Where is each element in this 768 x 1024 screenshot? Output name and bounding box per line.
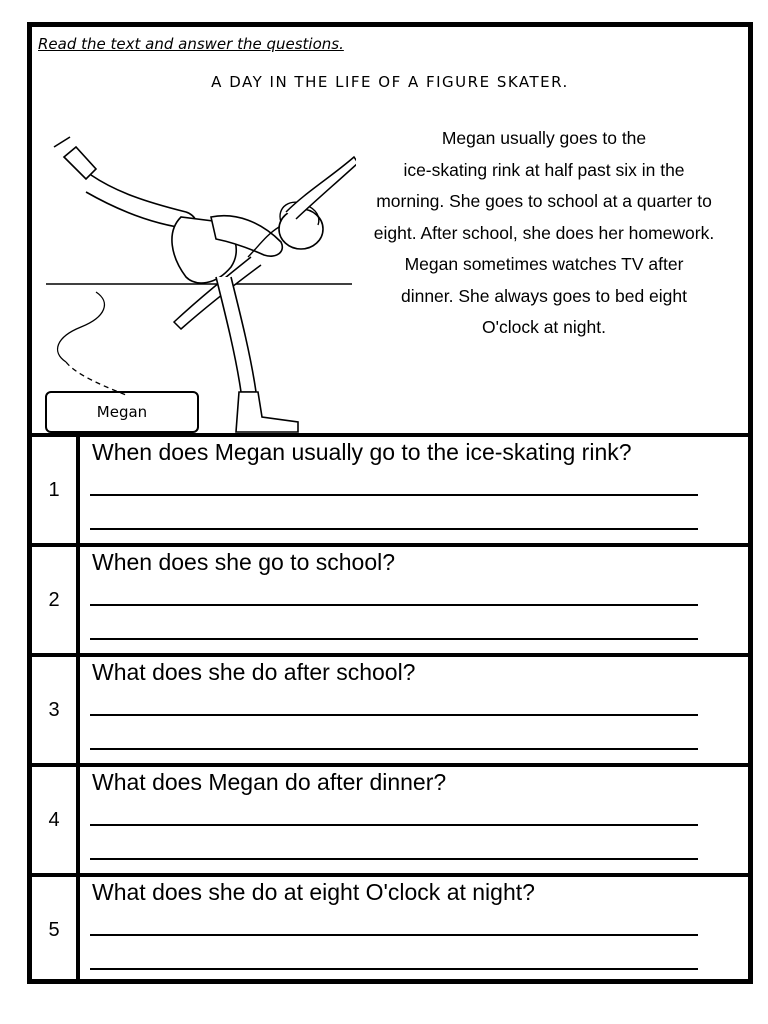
answer-line[interactable] <box>90 934 698 936</box>
worksheet-title: A DAY IN THE LIFE OF A FIGURE SKATER. <box>211 73 569 91</box>
question-number: 1 <box>32 437 80 543</box>
story-text <box>344 123 744 344</box>
question-text: What does she do after school? <box>92 659 416 685</box>
story-line: morning. She goes to school at a quarter to <box>376 191 712 211</box>
question-row <box>32 657 748 767</box>
answer-line[interactable] <box>90 858 698 860</box>
worksheet <box>27 22 753 984</box>
answer-line[interactable] <box>90 494 698 496</box>
story-line: dinner. She always goes to bed eight <box>400 285 688 306</box>
instruction-text: Read the text and answer the questions. <box>38 35 344 53</box>
answer-line[interactable] <box>90 748 698 750</box>
question-number: 5 <box>32 877 80 983</box>
question-text: When does she go to school? <box>92 549 396 575</box>
answer-line[interactable] <box>90 714 698 716</box>
answer-line[interactable] <box>90 824 698 826</box>
story-line: Megan usually goes to the <box>441 128 647 148</box>
question-text: When does Megan usually go to the ice-skating rink? <box>92 439 632 465</box>
question-text: What does she do at eight O'clock at night? <box>92 879 535 905</box>
figure-skater-illustration <box>36 117 356 437</box>
image-label: Megan <box>45 391 199 433</box>
question-number: 3 <box>32 657 80 763</box>
question-number: 4 <box>32 767 80 873</box>
story-line: ice-skating rink at half past six in the <box>403 159 685 180</box>
question-row <box>32 877 748 983</box>
question-row <box>32 767 748 877</box>
questions-table <box>32 433 748 983</box>
answer-line[interactable] <box>90 638 698 640</box>
question-number: 2 <box>32 547 80 653</box>
story-line: O'clock at night. <box>482 317 606 337</box>
story-line: Megan sometimes watches TV after <box>404 254 684 274</box>
question-row <box>32 547 748 657</box>
answer-line[interactable] <box>90 528 698 530</box>
story-line: eight. After school, she does her homework. <box>373 222 715 243</box>
question-row <box>32 437 748 547</box>
answer-line[interactable] <box>90 604 698 606</box>
question-text: What does Megan do after dinner? <box>92 769 447 795</box>
answer-line[interactable] <box>90 968 698 970</box>
